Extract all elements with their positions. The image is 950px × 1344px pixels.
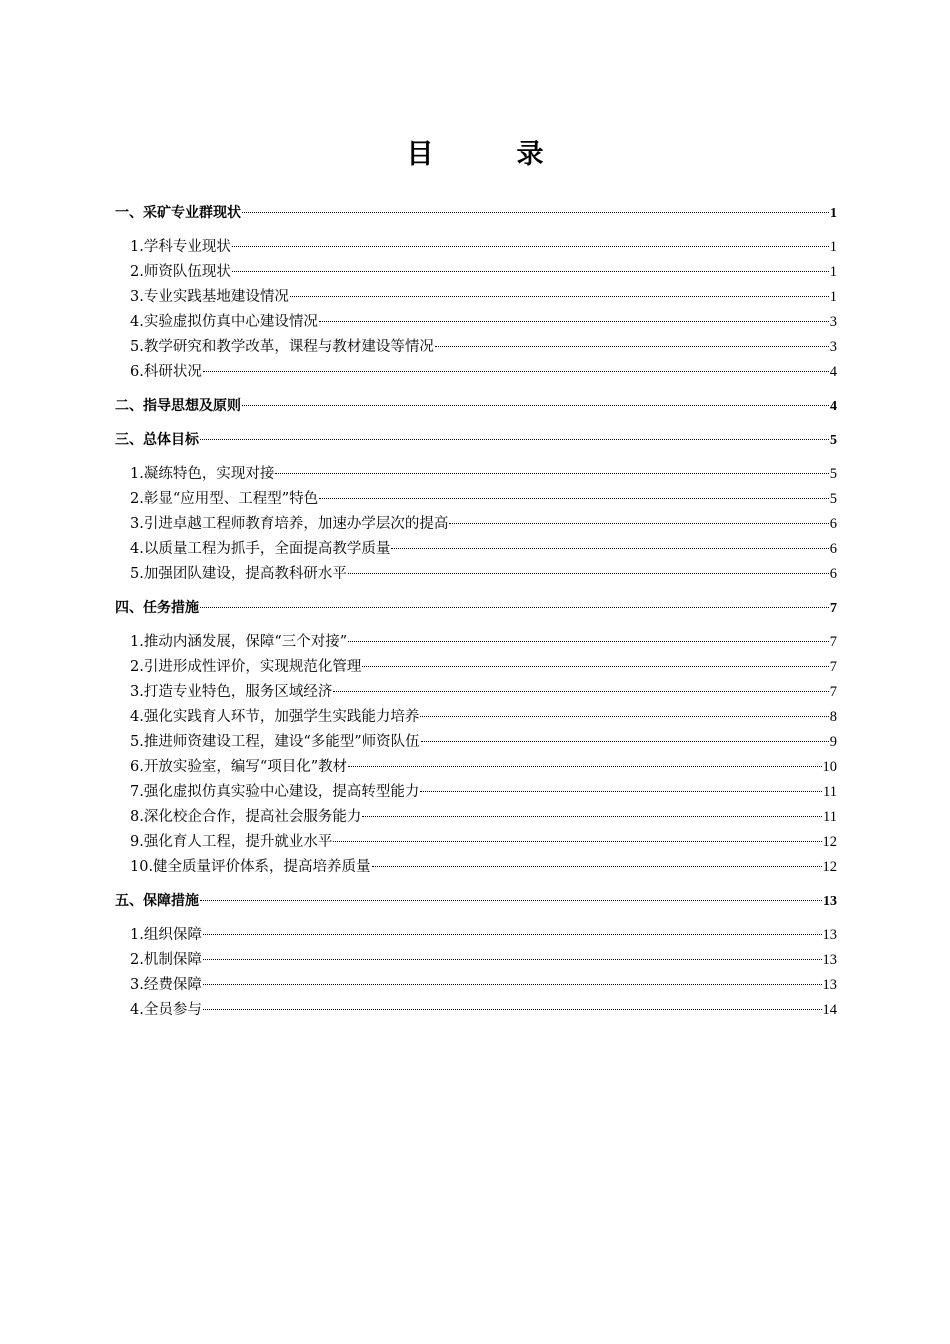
toc-entry-label: 1.学科专业现状 [130,239,231,255]
toc-subsection-entry[interactable] [115,830,837,855]
toc-subsection-entry[interactable] [115,680,837,705]
toc-section-entry[interactable] [115,596,837,621]
dot-leader [435,346,829,347]
toc-entry-label: 2.机制保障 [130,952,202,968]
toc-entry-label: 1.推动内涵发展，保障“三个对接” [130,634,348,650]
dot-leader [420,791,822,792]
toc-page-number: 3 [829,314,837,330]
toc-subsection-entry[interactable] [115,998,837,1023]
toc-subsection-entry[interactable] [115,630,837,655]
toc-page-number: 1 [829,239,837,255]
toc-subsection-entry[interactable] [115,705,837,730]
toc-page-number: 1 [829,264,837,280]
toc-page-number: 10 [822,759,837,775]
toc-entry-label: 二、指导思想及原则 [115,398,241,414]
dot-leader [232,271,829,272]
toc-page-number: 8 [829,709,837,725]
toc-subsection-entry[interactable] [115,360,837,385]
toc-subsection-entry[interactable] [115,235,837,260]
dot-leader [333,841,821,842]
toc-entry-label: 一、采矿专业群现状 [115,205,241,221]
toc-subsection-entry[interactable] [115,260,837,285]
toc-entry-label: 四、任务措施 [115,600,199,616]
dot-leader [348,641,829,642]
dot-leader [449,523,828,524]
toc-entry-label: 三、总体目标 [115,432,199,448]
dot-leader [242,405,829,406]
dot-leader [348,766,821,767]
dot-leader [420,716,828,717]
toc-entry-label: 7.强化虚拟仿真实验中心建设，提高转型能力 [130,784,420,800]
toc-page-number: 3 [829,339,837,355]
toc-page-number: 5 [829,491,837,507]
toc-subsection-entry[interactable] [115,512,837,537]
toc-subsection-entry[interactable] [115,335,837,360]
dot-leader [200,439,829,440]
dot-leader [203,934,822,935]
toc-page-number: 14 [822,1002,837,1018]
toc-page-number: 6 [829,541,837,557]
toc-section-entry[interactable] [115,394,837,419]
dot-leader [362,816,822,817]
toc-page-number: 6 [829,516,837,532]
toc-page-number: 11 [823,784,837,800]
dot-leader [362,666,828,667]
toc-entry-label: 2.师资队伍现状 [130,264,231,280]
toc-subsection-entry[interactable] [115,562,837,587]
toc-entry-label: 3.打造专业特色，服务区域经济 [130,684,333,700]
toc-entry-label: 8.深化校企合作，提高社会服务能力 [130,809,362,825]
toc-entry-label: 6.开放实验室，编写“项目化”教材 [130,759,348,775]
toc-page-number: 7 [829,634,837,650]
toc-section-entry[interactable] [115,889,837,914]
dot-leader [203,371,829,372]
toc-page-number: 5 [829,466,837,482]
toc-subsection-entry[interactable] [115,730,837,755]
toc-entry-label: 4.实验虚拟仿真中心建设情况 [130,314,318,330]
dot-leader [242,212,829,213]
toc-subsection-entry[interactable] [115,805,837,830]
toc-page-number: 13 [822,927,837,943]
toc-section-entry[interactable] [115,428,837,453]
toc-entry-label: 5.加强团队建设，提高教科研水平 [130,566,347,582]
toc-page-number: 7 [829,659,837,675]
toc-section-entry[interactable] [115,201,837,226]
toc-page-number: 1 [829,289,837,305]
toc-title: 目 录 [406,139,572,170]
dot-leader [275,473,828,474]
dot-leader [203,959,822,960]
toc-page-number: 1 [830,206,837,221]
toc-page-number: 7 [829,684,837,700]
toc-subsection-entry[interactable] [115,755,837,780]
toc-page-number: 12 [822,859,837,875]
toc-entry-label: 10.健全质量评价体系，提高培养质量 [130,859,371,875]
toc-subsection-entry[interactable] [115,973,837,998]
dot-leader [372,866,822,867]
dot-leader [203,1009,822,1010]
toc-entry-label: 4.强化实践育人环节，加强学生实践能力培养 [130,709,420,725]
dot-leader [203,984,822,985]
dot-leader [391,548,828,549]
toc-entry-label: 五、保障措施 [115,893,199,909]
toc-entry-label: 2.彰显“应用型、工程型”特色 [130,491,319,507]
toc-entry-label: 1.组织保障 [130,927,202,943]
toc-subsection-entry[interactable] [115,310,837,335]
toc-page-number: 13 [822,977,837,993]
dot-leader [200,900,822,901]
toc-entry-label: 3.经费保障 [130,977,202,993]
toc-page-number: 13 [822,952,837,968]
toc-subsection-entry[interactable] [115,537,837,562]
toc-entry-label: 5.教学研究和教学改革，课程与教材建设等情况 [130,339,434,355]
toc-subsection-entry[interactable] [115,655,837,680]
toc-entry-label: 2.引进形成性评价，实现规范化管理 [130,659,362,675]
toc-page-number: 7 [830,601,837,616]
toc-subsection-entry[interactable] [115,462,837,487]
toc-entry-label: 4.以质量工程为抓手，全面提高教学质量 [130,541,391,557]
dot-leader [348,573,829,574]
toc-entry-label: 1.凝练特色，实现对接 [130,466,275,482]
toc-page-number: 12 [822,834,837,850]
toc-page-number: 6 [829,566,837,582]
dot-leader [200,607,829,608]
toc-subsection-entry[interactable] [115,855,837,880]
table-of-contents [115,201,837,1023]
dot-leader [232,246,829,247]
toc-subsection-entry[interactable] [115,487,837,512]
toc-page-number: 13 [823,894,837,909]
toc-entry-label: 4.全员参与 [130,1002,202,1018]
toc-entry-label: 3.专业实践基地建设情况 [130,289,289,305]
toc-subsection-entry[interactable] [115,285,837,310]
toc-page-number: 4 [830,399,837,414]
toc-subsection-entry[interactable] [115,923,837,948]
dot-leader [421,741,829,742]
toc-entry-label: 6.科研状况 [130,364,202,380]
toc-page-number: 9 [829,734,837,750]
toc-page-number: 11 [823,809,837,825]
toc-page-number: 5 [830,433,837,448]
dot-leader [333,691,828,692]
toc-subsection-entry[interactable] [115,780,837,805]
toc-entry-label: 3.引进卓越工程师教育培养，加速办学层次的提高 [130,516,449,532]
dot-leader [319,321,829,322]
toc-entry-label: 5.推进师资建设工程，建设“多能型”师资队伍 [130,734,420,750]
toc-page-number: 4 [829,364,837,380]
toc-subsection-entry[interactable] [115,948,837,973]
dot-leader [290,296,829,297]
toc-entry-label: 9.强化育人工程，提升就业水平 [130,834,333,850]
dot-leader [319,498,829,499]
